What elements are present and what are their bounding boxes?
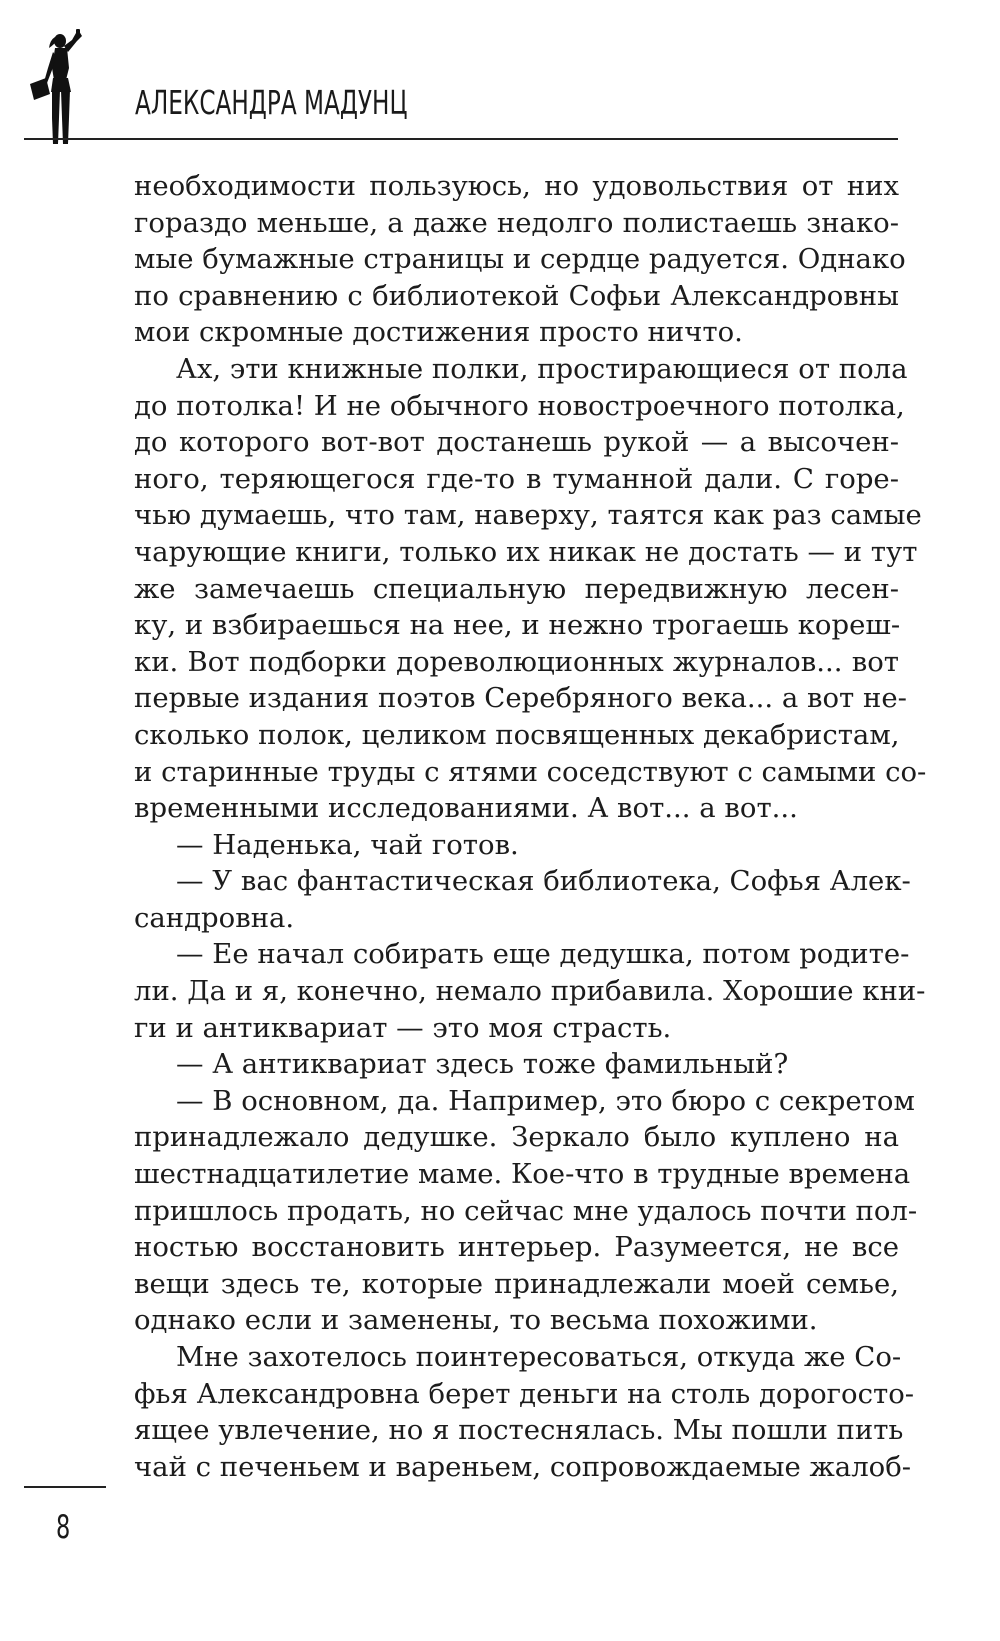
text-line: принадлежало дедушке. Зеркало было куплено на	[134, 1121, 899, 1154]
text-line: вещи здесь те, которые принадлежали моей семье,	[134, 1267, 899, 1300]
text-line: пришлось продать, но сейчас мне удалось почти пол-	[134, 1194, 918, 1227]
text-line: ящее увлечение, но я постеснялась. Мы пошли пить	[134, 1414, 904, 1447]
text-line: — В основном, да. Например, это бюро с секретом	[176, 1084, 915, 1117]
text-line: ку, и взбираешься на нее, и нежно трогаешь кореш-	[134, 609, 901, 642]
text-line: фья Александровна берет деньги на столь дорогосто-	[134, 1377, 915, 1410]
text-line: чарующие книги, только их никак не достать — и тут	[134, 535, 918, 568]
text-line: шестнадцатилетие маме. Кое-что в трудные времена	[134, 1158, 911, 1191]
text-line: ностью восстановить интерьер. Разумеется, не все	[134, 1231, 899, 1264]
woman-with-gun-silhouette-icon	[22, 28, 104, 146]
text-line: по сравнению с библиотекой Софьи Александровны	[134, 279, 899, 312]
text-line: Мне захотелось поинтересоваться, откуда же Со-	[176, 1341, 902, 1373]
text-line: ки. Вот подборки дореволюционных журналов... вот	[134, 645, 899, 678]
text-line: — Наденька, чай готов.	[176, 828, 519, 861]
text-line: временными исследованиями. А вот... а вот...	[134, 792, 798, 825]
text-line: ного, теряющегося где-то в туманной дали. С горе-	[134, 462, 899, 495]
text-line: же замечаешь специальную передвижную лесен-	[134, 572, 899, 605]
text-line: и старинные труды с ятями соседствуют с самыми со-	[134, 755, 927, 788]
text-line: необходимости пользуюсь, но удовольствия от них	[134, 170, 899, 202]
text-line: до которого вот-вот достанешь рукой — а высочен-	[134, 426, 899, 459]
text-line: чью думаешь, что там, наверху, таятся как раз самые	[134, 499, 922, 532]
text-line: — У вас фантастическая библиотека, Софья Алек-	[176, 865, 911, 898]
text-line: Ах, эти книжные полки, простирающиеся от пола	[176, 352, 908, 385]
page-number: 8	[56, 1508, 71, 1546]
footer-divider	[24, 1486, 106, 1488]
running-header-author: АЛЕКСАНДРА МАДУНЦ	[135, 83, 408, 122]
text-line: сколько полок, целиком посвященных декабристам,	[134, 718, 900, 751]
text-line: — Ее начал собирать еще дедушка, потом родите-	[176, 938, 910, 971]
text-line: ги и антиквариат — это моя страсть.	[134, 1011, 672, 1044]
text-line: гораздо меньше, а даже недолго полистаешь знако-	[134, 206, 899, 239]
text-line: до потолка! И не обычного новостроечного потолка,	[134, 389, 905, 422]
text-line: ли. Да и я, конечно, немало прибавила. Хорошие кни-	[134, 975, 926, 1008]
text-line: — А антиквариат здесь тоже фамильный?	[176, 1048, 789, 1081]
text-line: первые издания поэтов Серебряного века... а вот не-	[134, 682, 907, 715]
body-text	[134, 168, 927, 1485]
header-divider	[24, 138, 898, 140]
text-line: мои скромные достижения просто ничто.	[134, 316, 743, 349]
text-line: сандровна.	[134, 901, 295, 934]
text-line: мые бумажные страницы и сердце радуется. Однако	[134, 243, 906, 276]
text-line: чай с печеньем и вареньем, сопровождаемые жалоб-	[134, 1450, 912, 1483]
text-line: однако если и заменены, то весьма похожими.	[134, 1304, 818, 1337]
